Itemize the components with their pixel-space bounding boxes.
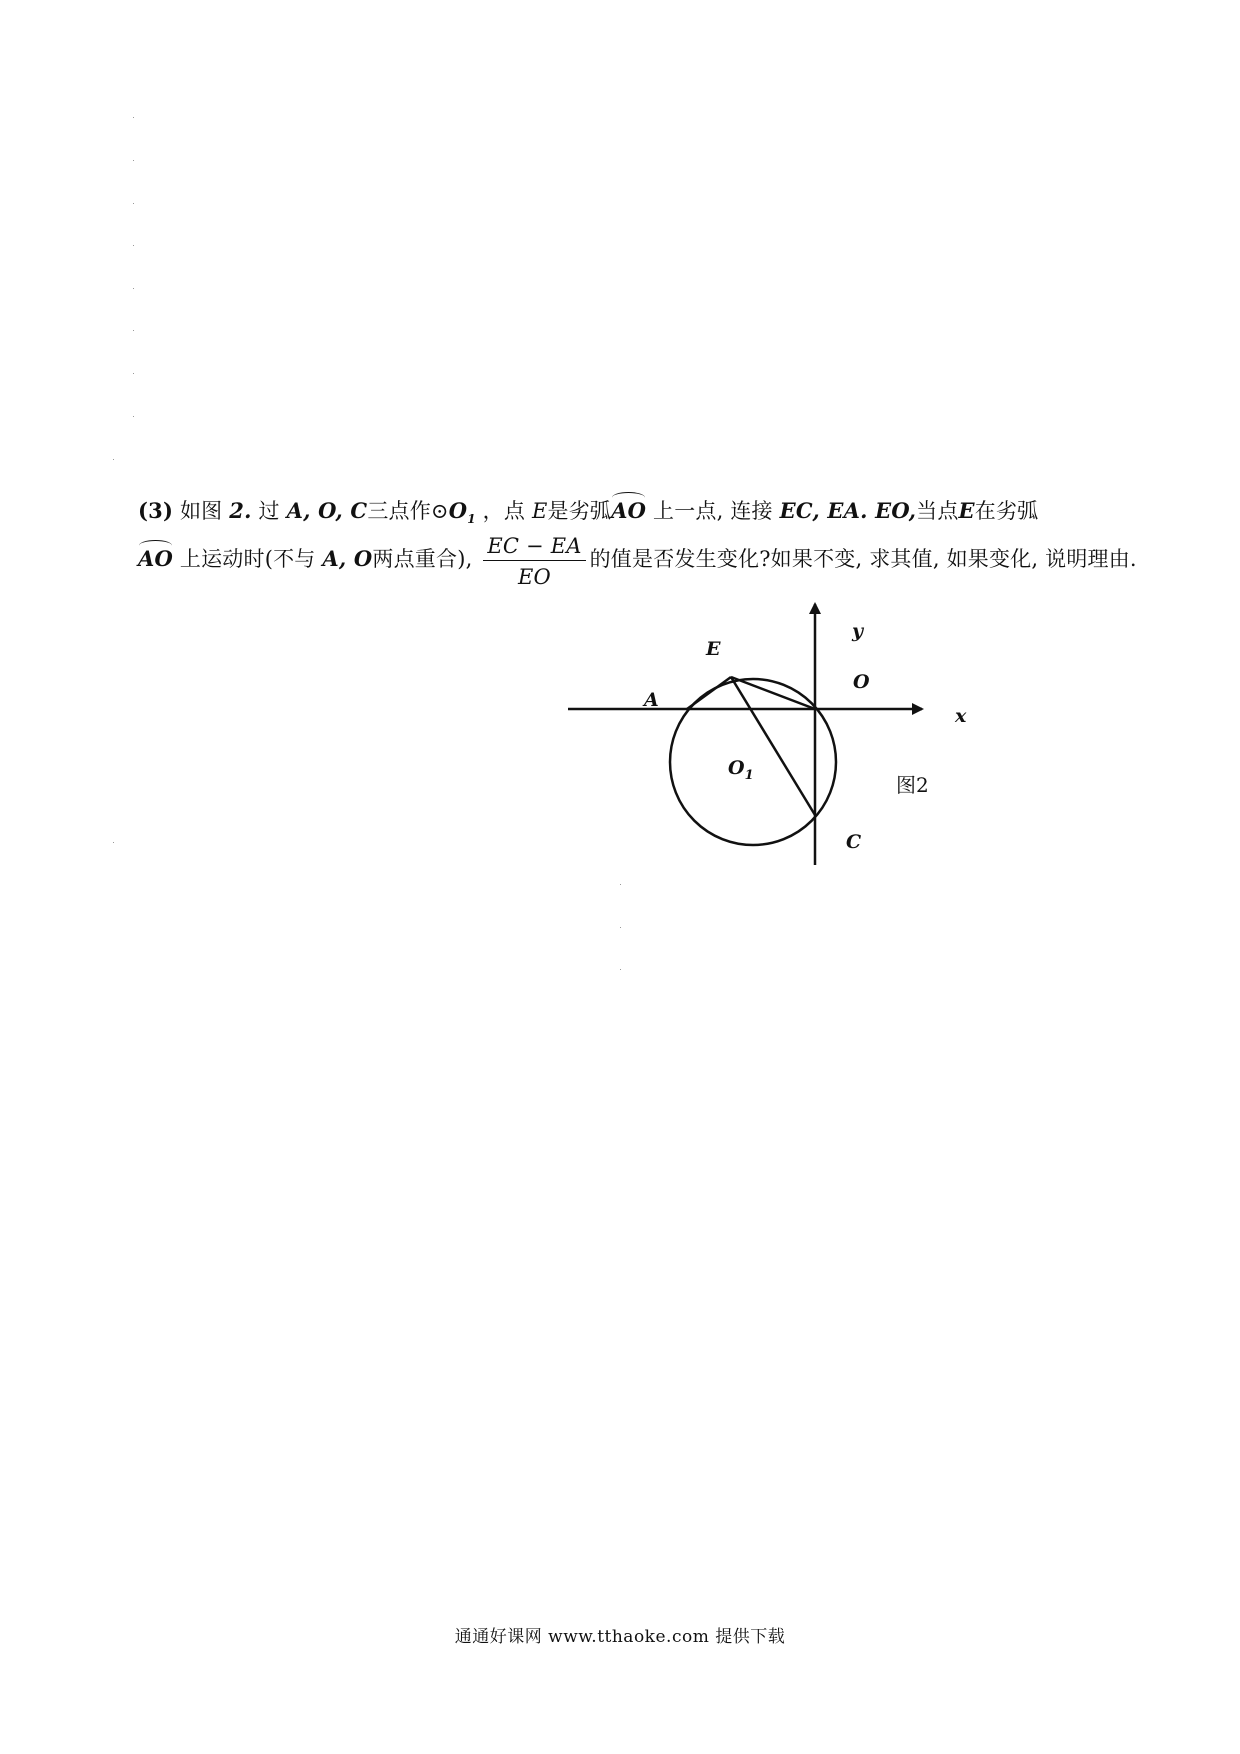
problem-text: 是劣弧 xyxy=(547,499,612,523)
problem-text: 如图 xyxy=(179,499,223,523)
point-e: E xyxy=(531,499,548,523)
problem-text: ，点 xyxy=(482,499,526,523)
part-number: (3) xyxy=(138,498,174,523)
problem-text: 的值是否发生变化?如果不变, 求其值, 如果变化, 说明理由. xyxy=(589,547,1137,571)
label-o1-main: O xyxy=(728,757,745,779)
label-y: y xyxy=(852,620,864,642)
label-o1-sub: 1 xyxy=(744,768,754,783)
label-o: O xyxy=(853,671,870,693)
circle-subscript: 1 xyxy=(467,512,476,527)
segment-ec xyxy=(731,677,815,815)
label-e: E xyxy=(706,638,721,660)
circle-name: O xyxy=(448,498,468,523)
problem-text: 上一点, 连接 xyxy=(653,499,773,523)
arc-ao: AO xyxy=(611,498,647,523)
problem-text: 三点作⊙ xyxy=(367,499,449,523)
points-label: A, O xyxy=(322,546,373,571)
fraction-denominator: EO xyxy=(518,565,551,589)
problem-text: 上运动时(不与 xyxy=(179,547,316,571)
problem-text: 过 xyxy=(258,499,280,523)
segments-label: EC, EA. EO, xyxy=(779,498,917,523)
label-x: x xyxy=(955,705,967,727)
figure-caption: 图2 xyxy=(896,773,929,797)
problem-text: 当点 xyxy=(916,499,959,523)
label-o1 xyxy=(728,757,754,783)
point-e: E xyxy=(958,498,975,523)
fraction-numerator: EC − EA xyxy=(483,534,585,561)
points-label: A, O, C xyxy=(286,498,368,523)
label-a: A xyxy=(644,689,659,711)
label-c: C xyxy=(846,831,862,853)
problem-text: 两点重合), xyxy=(372,547,473,571)
arc-ao: AO xyxy=(138,546,173,571)
problem-text: 在劣弧 xyxy=(974,499,1039,523)
figure-reference: 2. xyxy=(229,498,252,523)
segment-ea xyxy=(687,677,731,709)
footer-source: 通通好课网 www.tthaoke.com 提供下载 xyxy=(454,1627,786,1647)
